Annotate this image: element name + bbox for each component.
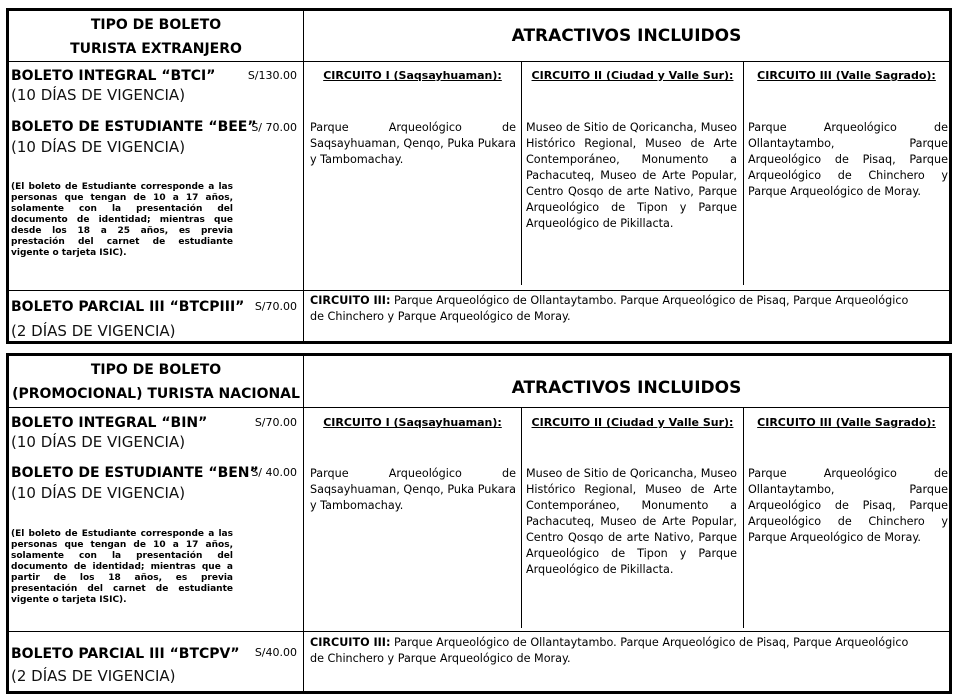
row-divider (9, 290, 949, 291)
ticket-price: S/70.00 (254, 416, 297, 429)
circuit-3-attractions: Parque Arqueológico de Ollantaytambo, Parque Arqueológico de Pisaq, Parque Arqueológico de Chinchero y Parque Arqueológico de Moray. (748, 121, 948, 198)
ticket-table-national (6, 353, 952, 694)
ticket-name: BOLETO DE ESTUDIANTE “BEE” (11, 119, 257, 135)
circuit-1-attractions: Parque Arqueológico de Saqsayhuaman, Qenqo, Puka Pukara y Tambomachay. (310, 467, 516, 512)
student-note: (El boleto de Estudiante corresponde a las personas que tengan de 10 a 17 años, solamente con la presentación del documento de identidad; mientras que a partir de los 18 años, es previa presentación del carnet de estudiante vigente o tarjeta ISIC). (11, 529, 233, 605)
ticket-name: BOLETO DE ESTUDIANTE “BEN” (11, 465, 259, 481)
row-divider (9, 631, 949, 632)
header-line-1: TIPO DE BOLETO (90, 17, 222, 33)
table-header-left (9, 11, 303, 63)
circuit-2-header: CIRCUITO II (Ciudad y Valle Sur): (531, 416, 734, 429)
circuit-2-attractions: Museo de Sitio de Qoricancha, Museo Histórico Regional, Museo de Arte Contemporáneo, Monumento a Pachacuteq, Museo de Arte Popular, Centro Qosqo de arte Nativo, Parque Arqueológico de Tipon y Parque Arqueológico de Pikillacta. (526, 467, 737, 576)
circuit-divider (521, 61, 522, 285)
circuit-2-header: CIRCUITO II (Ciudad y Valle Sur): (531, 69, 734, 82)
circuit-divider (743, 407, 744, 628)
ticket-validity: (10 DÍAS DE VIGENCIA) (11, 86, 186, 104)
ticket-name: BOLETO PARCIAL III “BTCPV” (11, 646, 240, 662)
ticket-validity: (10 DÍAS DE VIGENCIA) (11, 433, 186, 451)
circuit-1-header: CIRCUITO I (Saqsayhuaman): (323, 416, 502, 429)
partial-circuit-label: CIRCUITO III: (310, 636, 391, 649)
ticket-name: BOLETO INTEGRAL “BTCI” (11, 68, 216, 84)
partial-circuit-attractions (310, 635, 910, 667)
table-header-right: ATRACTIVOS INCLUIDOS (511, 378, 742, 398)
circuit-divider (521, 407, 522, 628)
header-line-2: (PROMOCIONAL) TURISTA NACIONAL (12, 386, 300, 402)
student-note: (El boleto de Estudiante corresponde a las personas que tengan de 10 a 17 años, solamente con la presentación del documento de identidad; mientras que desde los 18 a 25 años, es previa prestación del carnet de estudiante vigente o tarjeta ISIC). (11, 182, 233, 258)
partial-circuit-text: Parque Arqueológico de Ollantaytambo. Parque Arqueológico de Pisaq, Parque Arqueológico de Chinchero y Parque Arqueológico de Moray. (310, 294, 909, 323)
ticket-validity: (10 DÍAS DE VIGENCIA) (11, 138, 186, 156)
partial-circuit-label: CIRCUITO III: (310, 294, 391, 307)
ticket-price: S/ 70.00 (251, 121, 297, 134)
circuit-2-attractions: Museo de Sitio de Qoricancha, Museo Histórico Regional, Museo de Arte Contemporáneo, Monumento a Pachacuteq, Museo de Arte Popular, Centro Qosqo de arte Nativo, Parque Arqueológico de Tipon y Parque Arqueológico de Pikillacta. (526, 121, 737, 230)
partial-circuit-text: Parque Arqueológico de Ollantaytambo. Parque Arqueológico de Pisaq, Parque Arqueológico de Chinchero y Parque Arqueológico de Moray. (310, 636, 909, 665)
ticket-validity: (2 DÍAS DE VIGENCIA) (11, 322, 176, 340)
partial-circuit-attractions (310, 293, 910, 325)
ticket-table-foreign (6, 8, 952, 344)
ticket-name: BOLETO INTEGRAL “BIN” (11, 415, 208, 431)
circuit-3-attractions: Parque Arqueológico de Ollantaytambo, Parque Arqueológico de Pisaq, Parque Arqueológico de Chinchero y Parque Arqueológico de Moray. (748, 467, 948, 544)
table-header-right: ATRACTIVOS INCLUIDOS (511, 26, 742, 46)
circuit-3-header: CIRCUITO III (Valle Sagrado): (757, 69, 936, 82)
table-header-left (9, 356, 303, 408)
ticket-validity: (2 DÍAS DE VIGENCIA) (11, 667, 176, 685)
circuit-divider (743, 61, 744, 285)
circuit-1-attractions: Parque Arqueológico de Saqsayhuaman, Qenqo, Puka Pukara y Tambomachay. (310, 121, 516, 166)
circuit-3-header: CIRCUITO III (Valle Sagrado): (757, 416, 936, 429)
header-line-1: TIPO DE BOLETO (90, 362, 222, 378)
ticket-price: S/130.00 (247, 69, 297, 82)
ticket-price: S/ 40.00 (251, 466, 297, 479)
ticket-price: S/70.00 (254, 300, 297, 313)
ticket-name: BOLETO PARCIAL III “BTCPIII” (11, 299, 245, 315)
ticket-price: S/40.00 (254, 646, 297, 659)
ticket-validity: (10 DÍAS DE VIGENCIA) (11, 484, 186, 502)
circuit-1-header: CIRCUITO I (Saqsayhuaman): (323, 69, 502, 82)
header-line-2: TURISTA EXTRANJERO (70, 41, 242, 57)
